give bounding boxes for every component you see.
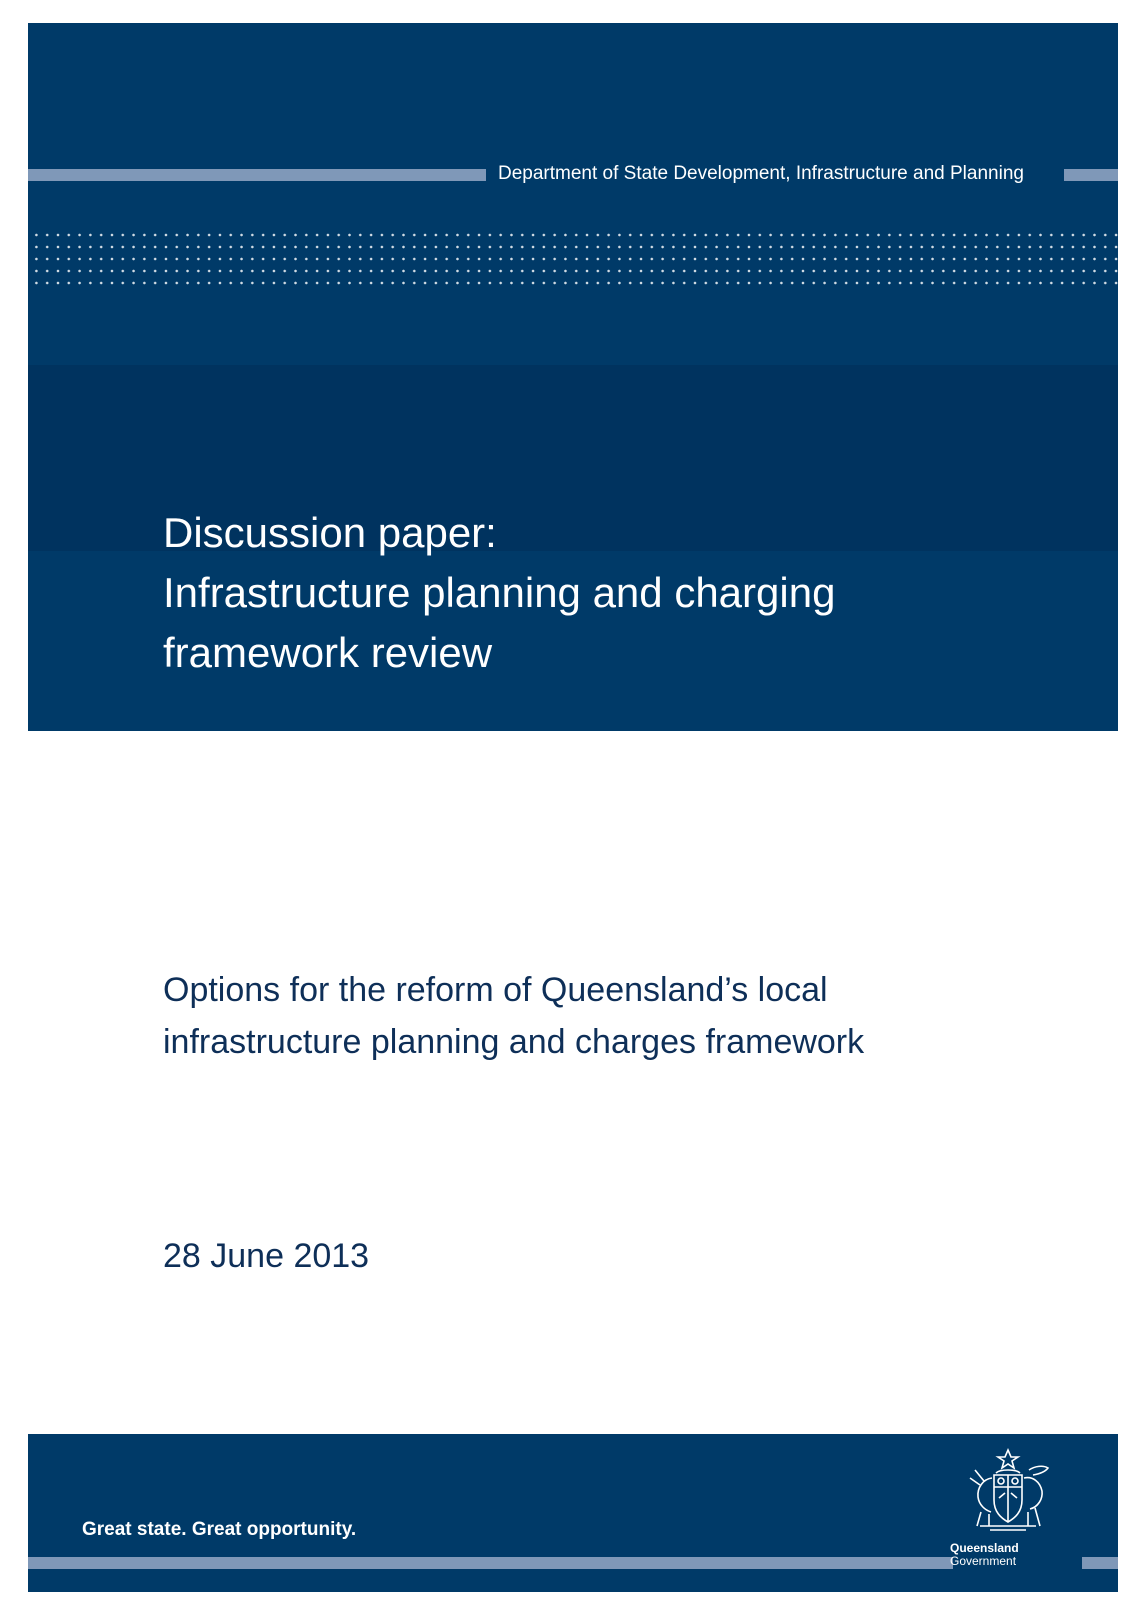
document-subtitle [163,964,1063,1068]
government-subtitle: Government [950,1554,1017,1568]
top-banner [28,23,1118,731]
title-line-2: Infrastructure planning and charging [163,569,836,616]
dot-pattern [28,229,1118,287]
footer-banner [28,1434,1118,1592]
footer-slogan: Great state. Great opportunity. [82,1519,357,1540]
header-stripe-right [1064,169,1118,181]
publication-date: 28 June 2013 [163,1237,370,1275]
department-name: Department of State Development, Infrastructure and Planning [498,163,1024,184]
document-title [163,503,1063,683]
footer-stripe-left [28,1557,953,1569]
subtitle-line-1: Options for the reform of Queensland’s local [163,971,828,1009]
title-line-1: Discussion paper: [163,509,497,556]
queensland-coat-of-arms-icon [963,1446,1053,1536]
footer-stripe-right [1082,1557,1118,1569]
government-name: Queensland [950,1541,1019,1555]
header-stripe-left [28,169,486,181]
subtitle-line-2: infrastructure planning and charges framework [163,1023,865,1061]
title-line-3: framework review [163,629,493,676]
